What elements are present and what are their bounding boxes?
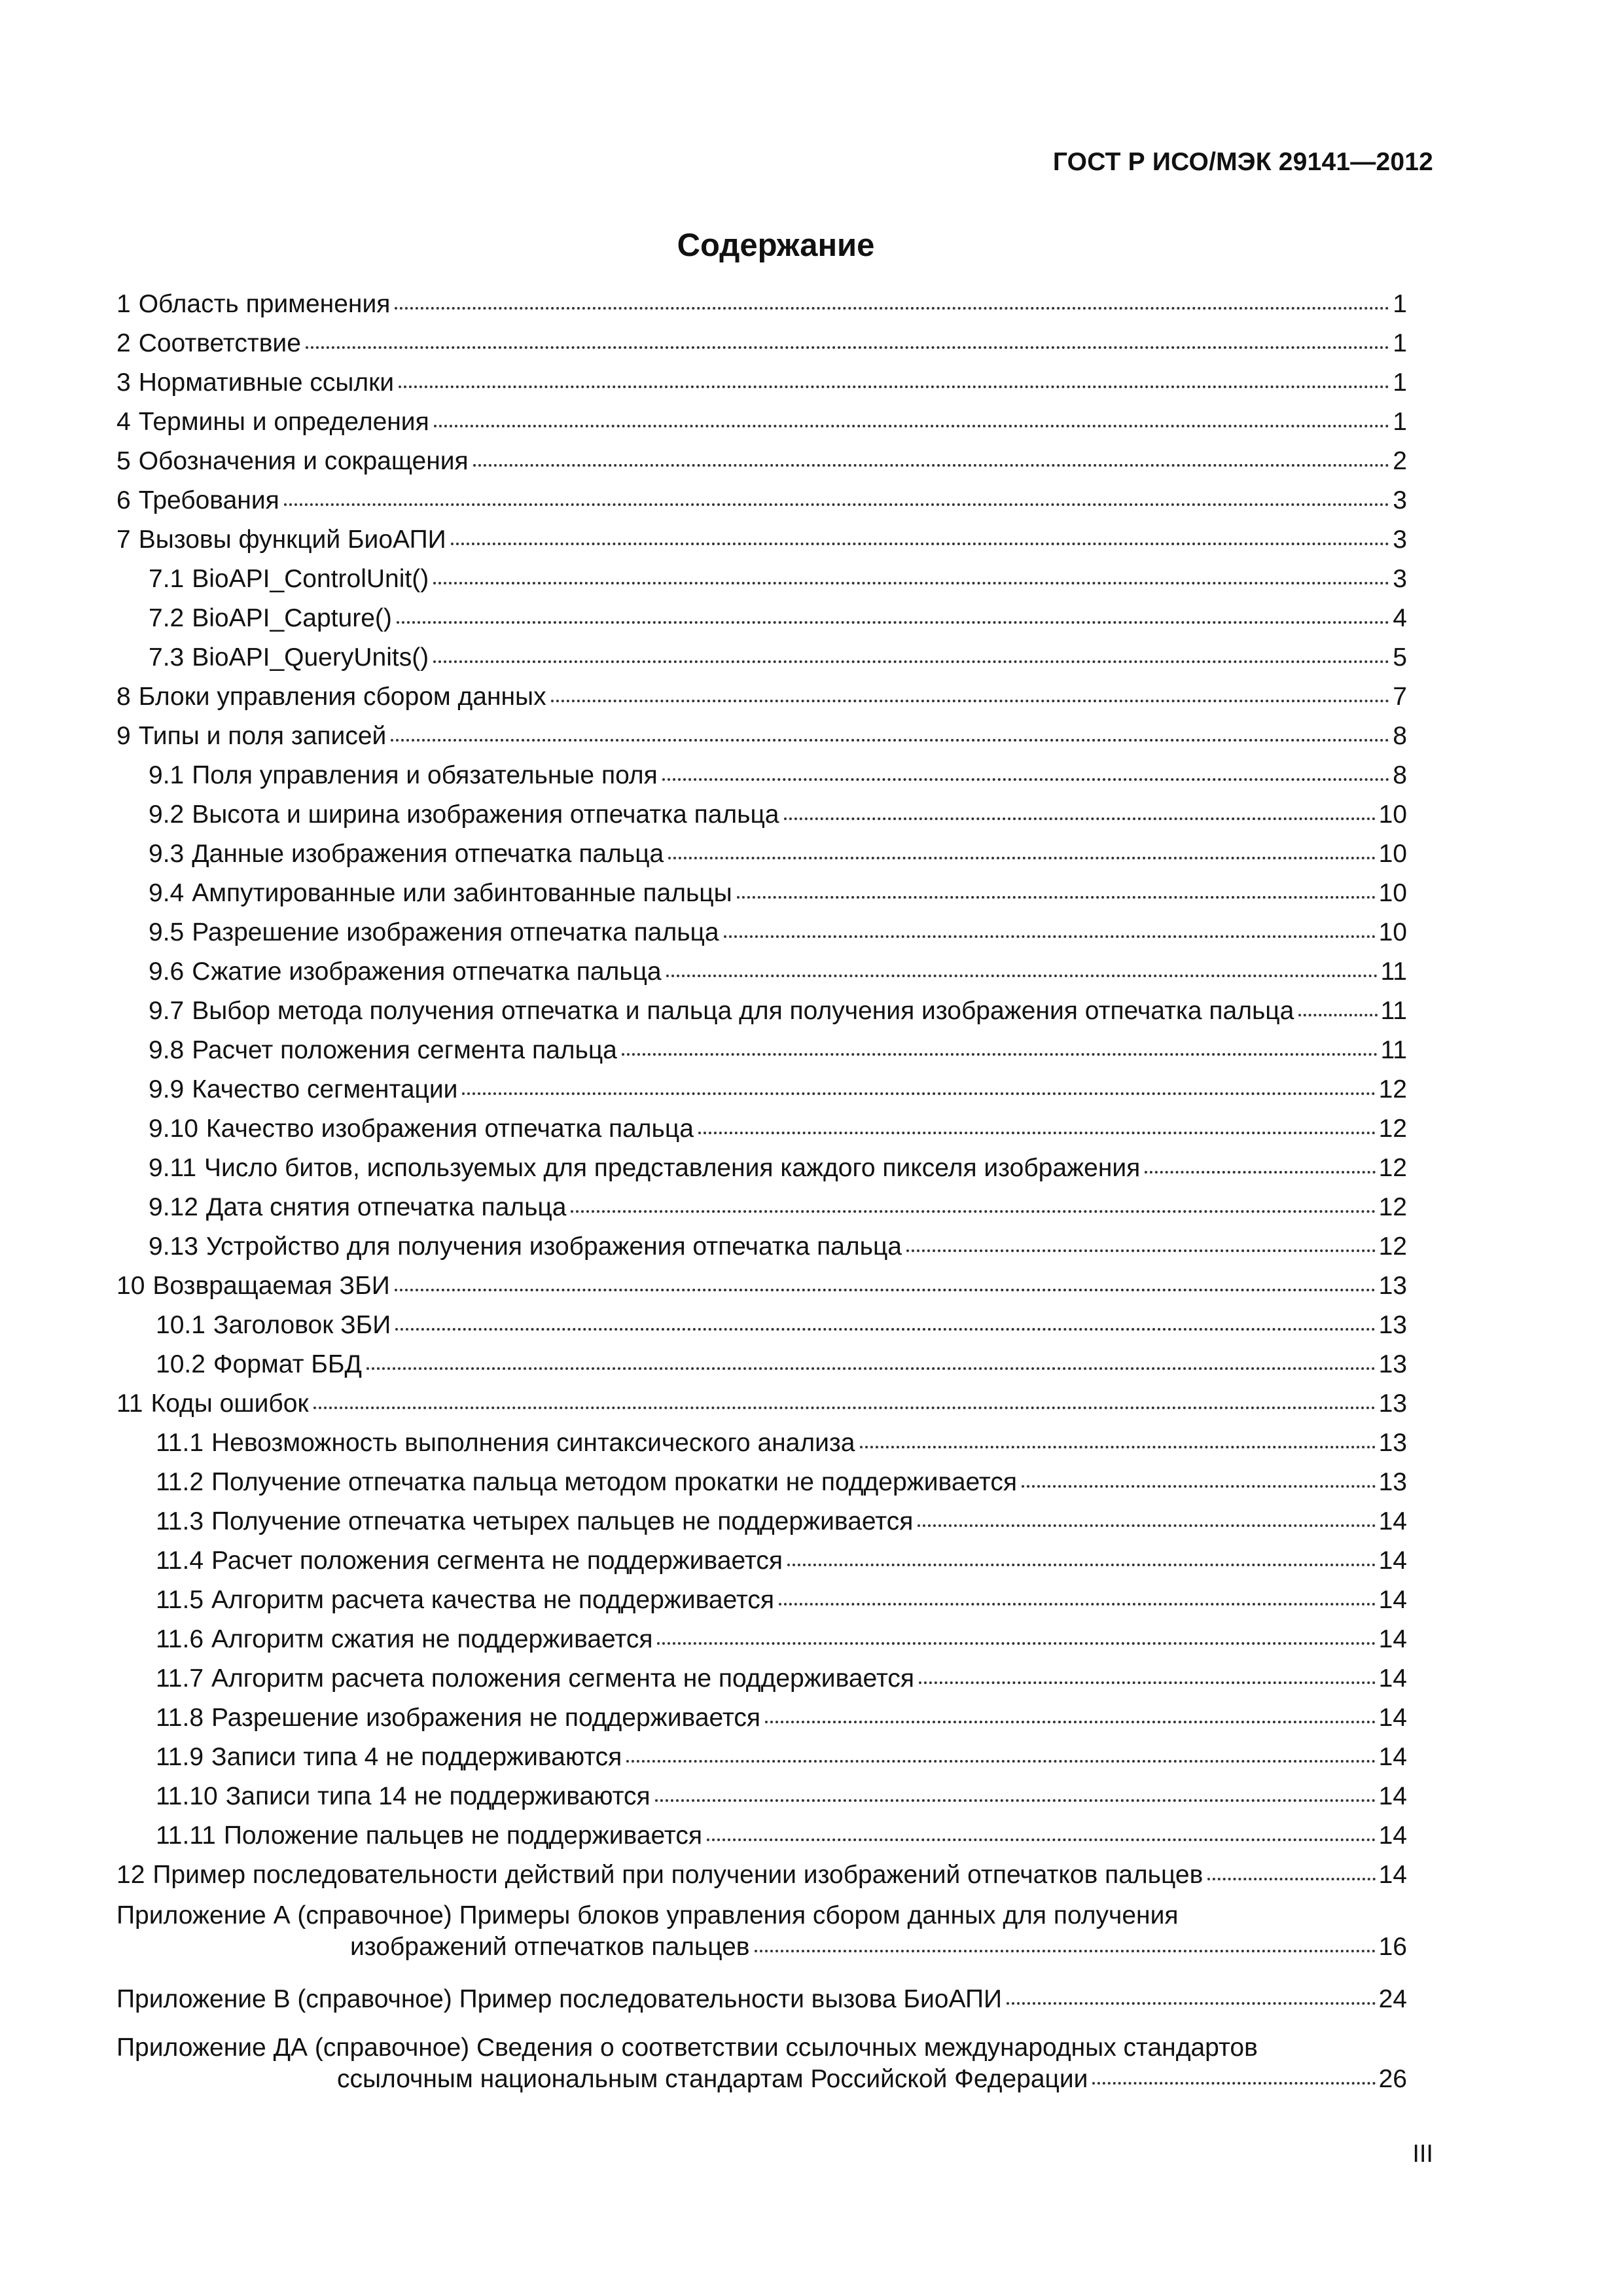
toc-entry-12[interactable] (116, 1859, 1407, 1899)
toc-title: Коды ошибок (151, 1390, 309, 1418)
toc-title: Ампутированные или забинтованные пальцы (192, 879, 732, 907)
toc-title: Качество сегментации (192, 1075, 458, 1103)
toc-number: 11.10 (156, 1782, 218, 1810)
dot-leader (860, 1426, 1376, 1448)
toc-page-number: 7 (1393, 683, 1407, 711)
toc-entry-11-11[interactable] (156, 1820, 1407, 1859)
toc-entry-11-6[interactable] (156, 1624, 1407, 1663)
toc-entry-11[interactable] (116, 1388, 1407, 1427)
toc-page-number: 13 (1378, 1429, 1407, 1457)
dot-leader (451, 522, 1390, 545)
toc-entry-9-12[interactable] (149, 1192, 1407, 1231)
toc-page-number: 3 (1393, 526, 1407, 554)
toc-title: BioAPI_Capture() (192, 604, 392, 632)
dot-leader (571, 1190, 1375, 1213)
dot-leader (284, 483, 1390, 506)
toc-entry-5[interactable] (116, 446, 1407, 485)
toc-number: 9.8 (149, 1036, 185, 1064)
toc-title: Пример последовательности действий при получении изображений отпечатков пальцев (152, 1861, 1204, 1889)
dot-leader (765, 1700, 1376, 1723)
dot-leader (395, 1308, 1375, 1331)
dot-leader (779, 1583, 1376, 1605)
toc-page-number: 12 (1378, 1232, 1407, 1261)
appendix-title-line: Приложение ДА (справочное) Сведения о соответствии ссылочных международных стандартов (116, 2034, 1258, 2062)
toc-title: Область применения (138, 290, 391, 318)
toc-title: Алгоритм расчета качества не поддерживается (211, 1586, 775, 1614)
toc-page-number: 11 (1380, 958, 1407, 986)
toc-title: Выбор метода получения отпечатка и пальца для получения изображения отпечатка пальца (192, 997, 1294, 1025)
toc-page-number: 12 (1378, 1075, 1407, 1103)
dot-leader (1007, 1982, 1376, 2005)
toc-title: Требования (138, 486, 279, 514)
toc-entry-6[interactable] (116, 485, 1407, 524)
toc-entry-9-10[interactable] (149, 1113, 1407, 1153)
toc-number: 5 (116, 447, 131, 475)
toc-appendix-da[interactable] (116, 2032, 1407, 2103)
toc-entry-7-2[interactable] (149, 603, 1407, 642)
dot-leader (1298, 994, 1377, 1016)
toc-title: Блоки управления сбором данных (138, 683, 546, 711)
toc-title: Сжатие изображения отпечатка пальца (192, 958, 662, 986)
toc-number: 11.6 (156, 1625, 204, 1653)
toc-entry-11-8[interactable] (156, 1702, 1407, 1742)
toc-page-number: 12 (1378, 1115, 1407, 1143)
toc-number: 9.11 (149, 1154, 197, 1182)
toc-page-number: 13 (1378, 1468, 1407, 1496)
dot-leader (1207, 1857, 1375, 1880)
toc-page-number: 13 (1378, 1311, 1407, 1339)
toc-title: Алгоритм расчета положения сегмента не поддерживается (211, 1664, 914, 1693)
page-number-roman: III (1412, 2140, 1433, 2168)
toc-number: 11.7 (156, 1664, 204, 1693)
toc-number: 10.1 (156, 1311, 205, 1339)
dot-leader (551, 679, 1390, 702)
toc-number: 9.7 (149, 997, 185, 1025)
toc-page-number: 10 (1378, 800, 1407, 829)
toc-page-number: 1 (1393, 290, 1407, 318)
toc-entry-9-6[interactable] (149, 956, 1407, 996)
dot-leader (724, 915, 1376, 938)
toc-entry-9-9[interactable] (149, 1074, 1407, 1113)
toc-page-number: 14 (1378, 1782, 1407, 1810)
toc-title: Данные изображения отпечатка пальца (192, 840, 664, 868)
toc-page-number: 14 (1378, 1547, 1407, 1575)
toc-page-number: 10 (1378, 918, 1407, 946)
dot-leader (395, 287, 1389, 310)
appendix-title-line: Приложение А (справочное) Примеры блоков управления сбором данных для получения (116, 1901, 1179, 1929)
toc-entry-9[interactable] (116, 721, 1407, 760)
toc-number: 11.2 (156, 1468, 204, 1496)
dot-leader (1145, 1151, 1375, 1174)
dot-leader (366, 1347, 1376, 1370)
appendix-title-continuation: ссылочным национальным стандартам Российской Федерации (337, 2065, 1088, 2093)
toc-number: 7 (116, 526, 131, 554)
toc-entry-9-2[interactable] (149, 799, 1407, 838)
toc-page-number: 13 (1378, 1350, 1407, 1378)
dot-leader (395, 1268, 1376, 1291)
toc-page-number: 4 (1393, 604, 1407, 632)
toc-title: Дата снятия отпечатка пальца (205, 1193, 567, 1221)
dot-leader (399, 365, 1389, 388)
dot-leader (433, 640, 1389, 663)
toc-page-number: 3 (1393, 486, 1407, 514)
toc-number: 9.3 (149, 840, 185, 868)
toc-entry-11-4[interactable] (156, 1545, 1407, 1585)
toc-entry-2[interactable] (116, 328, 1407, 367)
toc-page-number: 24 (1378, 1985, 1407, 2013)
toc-page-number: 13 (1378, 1390, 1407, 1418)
dot-leader (784, 797, 1376, 820)
toc-entry-8[interactable] (116, 681, 1407, 721)
toc-page-number: 14 (1378, 1704, 1407, 1732)
toc-number: 7.3 (149, 643, 185, 672)
toc-number: 11.5 (156, 1586, 204, 1614)
dot-leader (918, 1504, 1375, 1527)
toc-title: Расчет положения сегмента пальца (192, 1036, 617, 1064)
toc-title: BioAPI_QueryUnits() (192, 643, 429, 672)
toc-page-number: 14 (1378, 1625, 1407, 1653)
dot-leader (622, 1033, 1378, 1056)
toc-title: Положение пальцев не поддерживается (223, 1821, 702, 1850)
toc-number: 11 (116, 1390, 143, 1418)
toc-page-number: 14 (1378, 1664, 1407, 1693)
toc-number: 9.5 (149, 918, 185, 946)
table-of-contents (116, 289, 1407, 2116)
standard-code: ГОСТ Р ИСО/МЭК 29141—2012 (1052, 148, 1433, 176)
toc-entry-9-3[interactable] (149, 838, 1407, 878)
toc-page-number: 1 (1393, 368, 1407, 397)
dot-leader (433, 562, 1389, 584)
dot-leader (313, 1386, 1376, 1409)
toc-number: 9.1 (149, 761, 185, 789)
toc-title: Разрешение изображения отпечатка пальца (192, 918, 719, 946)
toc-entry-11-1[interactable] (156, 1427, 1407, 1467)
toc-page-number: 10 (1378, 879, 1407, 907)
toc-entry-9-13[interactable] (149, 1231, 1407, 1270)
toc-number: 9.4 (149, 879, 185, 907)
toc-page-number: 3 (1393, 565, 1407, 593)
toc-entry-4[interactable] (116, 406, 1407, 446)
toc-number: 9.6 (149, 958, 185, 986)
toc-title: Вызовы функций БиоАПИ (138, 526, 446, 554)
dot-leader (434, 404, 1390, 427)
dot-leader (462, 1072, 1375, 1095)
toc-number: 11.1 (156, 1429, 204, 1457)
toc-page-number: 8 (1393, 722, 1407, 750)
toc-entry-10-2[interactable] (156, 1349, 1407, 1388)
toc-number: 9.13 (149, 1232, 198, 1261)
toc-appendix-a[interactable] (116, 1900, 1407, 1971)
toc-page-number: 10 (1378, 840, 1407, 868)
dot-leader (698, 1111, 1376, 1134)
toc-page-number: 14 (1378, 1861, 1407, 1889)
toc-title: Получение отпечатка четырех пальцев не поддерживается (211, 1507, 914, 1535)
toc-entry-11-5[interactable] (156, 1585, 1407, 1624)
toc-title: Типы и поля записей (138, 722, 387, 750)
toc-number: 11.4 (156, 1547, 204, 1575)
toc-title: Число битов, используемых для представления каждого пикселя изображения (204, 1154, 1141, 1182)
toc-entry-11-7[interactable] (156, 1663, 1407, 1702)
toc-number: 7.2 (149, 604, 185, 632)
toc-title: Формат ББД (213, 1350, 362, 1378)
toc-title: Высота и ширина изображения отпечатка пальца (192, 800, 779, 829)
dot-leader (655, 1779, 1376, 1802)
toc-entry-10-1[interactable] (156, 1310, 1407, 1349)
toc-entry-11-3[interactable] (156, 1506, 1407, 1545)
toc-page-number: 2 (1393, 447, 1407, 475)
toc-number: 9.9 (149, 1075, 185, 1103)
toc-title: Поля управления и обязательные поля (192, 761, 658, 789)
toc-number: 9 (116, 722, 131, 750)
toc-number: 11.11 (156, 1821, 216, 1850)
toc-number: 11.3 (156, 1507, 204, 1535)
toc-title: Устройство для получения изображения отпечатка пальца (205, 1232, 902, 1261)
toc-page-number: 8 (1393, 761, 1407, 789)
toc-title: Нормативные ссылки (138, 368, 394, 397)
toc-number: 3 (116, 368, 131, 397)
toc-appendix-b[interactable] (116, 1984, 1407, 2015)
toc-title: Возвращаемая ЗБИ (152, 1272, 390, 1300)
dot-leader (1022, 1465, 1376, 1488)
dot-leader (306, 326, 1389, 349)
dot-leader (1092, 2062, 1375, 2085)
toc-number: 7.1 (149, 565, 185, 593)
toc-number: 11.9 (156, 1743, 204, 1771)
toc-number: 10 (116, 1272, 145, 1300)
dot-leader (906, 1229, 1376, 1252)
toc-page-number: 14 (1378, 1507, 1407, 1535)
toc-page-number: 16 (1378, 1933, 1407, 1961)
dot-leader (919, 1661, 1376, 1684)
toc-page-number: 26 (1378, 2065, 1407, 2093)
toc-page-number: 14 (1378, 1743, 1407, 1771)
toc-page-number: 1 (1393, 329, 1407, 357)
toc-page-number: 12 (1378, 1154, 1407, 1182)
dot-leader (787, 1543, 1376, 1566)
dot-leader (473, 444, 1390, 467)
toc-entry-9-5[interactable] (149, 917, 1407, 956)
toc-entry-1[interactable] (116, 289, 1407, 328)
dot-leader (626, 1740, 1375, 1763)
toc-entry-9-1[interactable] (149, 760, 1407, 799)
toc-title: Записи типа 14 не поддерживаются (225, 1782, 651, 1810)
toc-page-number: 1 (1393, 408, 1407, 436)
toc-entry-7[interactable] (116, 524, 1407, 564)
toc-number: 4 (116, 408, 131, 436)
toc-title: Разрешение изображения не поддерживается (211, 1704, 760, 1732)
dot-leader (397, 601, 1389, 624)
toc-entry-10[interactable] (116, 1270, 1407, 1310)
toc-title: Записи типа 4 не поддерживаются (211, 1743, 622, 1771)
toc-number: 9.2 (149, 800, 185, 829)
toc-number: 9.12 (149, 1193, 198, 1221)
toc-entry-3[interactable] (116, 367, 1407, 406)
dot-leader (755, 1929, 1376, 1952)
toc-entry-7-1[interactable] (149, 564, 1407, 603)
toc-entry-9-4[interactable] (149, 878, 1407, 917)
toc-entry-11-10[interactable] (156, 1781, 1407, 1820)
page-title: Содержание (677, 228, 875, 263)
toc-number: 12 (116, 1861, 145, 1889)
toc-page-number: 13 (1378, 1272, 1407, 1300)
toc-number: 8 (116, 683, 131, 711)
toc-number: 1 (116, 290, 131, 318)
toc-title: Качество изображения отпечатка пальца (205, 1115, 694, 1143)
toc-title: BioAPI_ControlUnit() (192, 565, 429, 593)
toc-page-number: 5 (1393, 643, 1407, 672)
toc-number: 11.8 (156, 1704, 204, 1732)
appendix-title-line: Приложение В (справочное) Пример последовательности вызова БиоАПИ (116, 1985, 1003, 2013)
toc-title: Термины и определения (138, 408, 429, 436)
dot-leader (666, 954, 1378, 977)
dot-leader (668, 836, 1375, 859)
dot-leader (391, 719, 1389, 742)
toc-entry-11-2[interactable] (156, 1467, 1407, 1506)
toc-entry-7-3[interactable] (149, 642, 1407, 681)
toc-entry-9-11[interactable] (149, 1153, 1407, 1192)
toc-entry-9-7[interactable] (149, 996, 1407, 1035)
toc-number: 6 (116, 486, 131, 514)
dot-leader (657, 1622, 1375, 1645)
toc-page-number: 14 (1378, 1821, 1407, 1850)
toc-page-number: 14 (1378, 1586, 1407, 1614)
dot-leader (737, 876, 1376, 899)
dot-leader (707, 1818, 1376, 1841)
toc-page-number: 11 (1380, 997, 1407, 1025)
toc-number: 2 (116, 329, 131, 357)
toc-number: 9.10 (149, 1115, 198, 1143)
toc-title: Невозможность выполнения синтаксического анализа (211, 1429, 855, 1457)
dot-leader (662, 758, 1390, 781)
toc-title: Соответствие (138, 329, 301, 357)
toc-entry-11-9[interactable] (156, 1742, 1407, 1781)
toc-title: Обозначения и сокращения (138, 447, 469, 475)
toc-title: Заголовок ЗБИ (213, 1311, 391, 1339)
toc-page-number: 11 (1380, 1036, 1407, 1064)
toc-page-number: 12 (1378, 1193, 1407, 1221)
toc-entry-9-8[interactable] (149, 1035, 1407, 1074)
toc-title: Алгоритм сжатия не поддерживается (211, 1625, 653, 1653)
toc-number: 10.2 (156, 1350, 205, 1378)
toc-title: Расчет положения сегмента не поддерживается (211, 1547, 783, 1575)
toc-title: Получение отпечатка пальца методом прокатки не поддерживается (211, 1468, 1017, 1496)
appendix-title-continuation: изображений отпечатков пальцев (350, 1933, 750, 1961)
